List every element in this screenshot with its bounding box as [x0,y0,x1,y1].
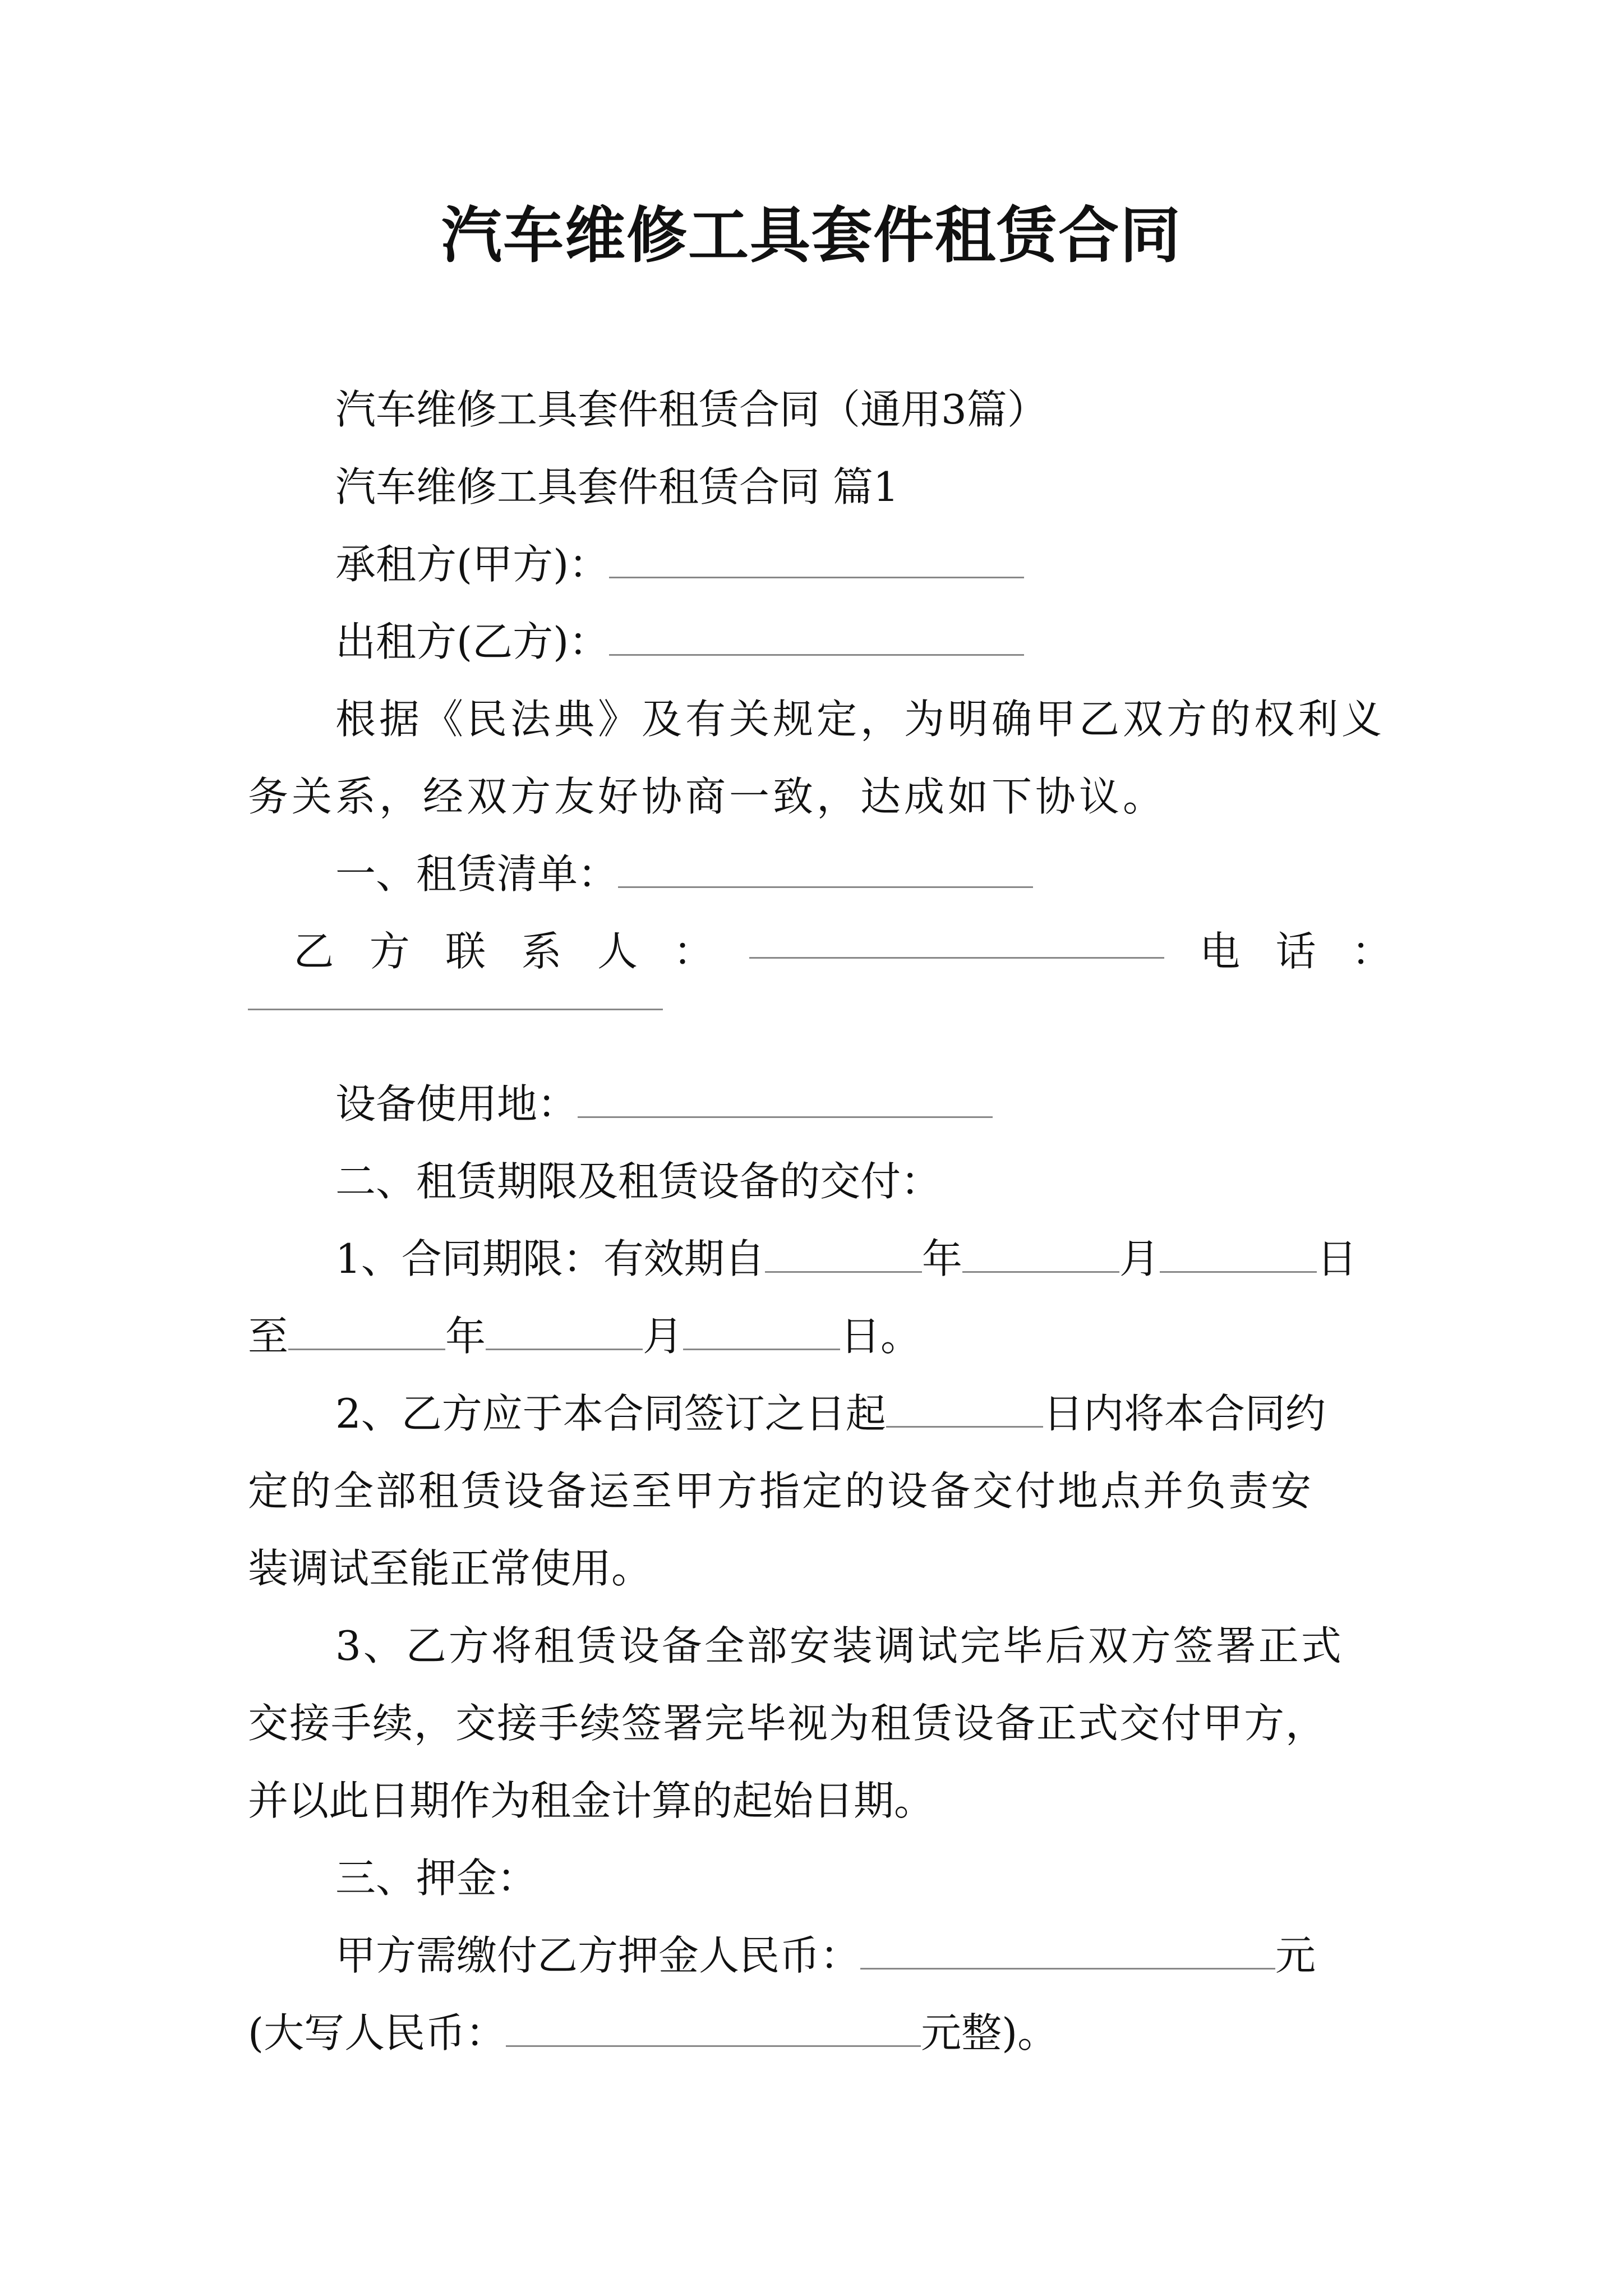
item2-text-b: 日内将本合同约 [1043,1390,1326,1437]
item2-line-1 [335,1386,1326,1442]
deposit-label: 甲方需缴付乙方押金人民币： [335,1932,861,1979]
phone-blank [248,1003,663,1010]
end-day-blank [683,1315,840,1350]
deposit-caps-row [248,2005,1058,2061]
item3-line-3: 并以此日期作为租金计算的起始日期。 [248,1777,935,1824]
deposit-amount-blank [860,1934,1275,1970]
month-label: 月 [1119,1235,1160,1282]
item2-line-3: 装调试至能正常使用。 [248,1545,652,1592]
clause3-heading: 三、押金： [335,1855,538,1902]
day-label: 日 [1316,1235,1357,1282]
caps-suffix: 元整)。 [921,2009,1058,2056]
item2-line-2: 定的全部租赁设备运至甲方指定的设备交付地点并负责安 [248,1467,1314,1515]
contact-char: 乙 [293,928,334,975]
deposit-row [335,1927,1316,1984]
clause2-heading: 二、租赁期限及租赁设备的交付： [335,1158,942,1205]
usage-place-blank [578,1083,993,1118]
usage-place-label: 设备使用地： [335,1080,578,1128]
term-row [335,1231,1357,1287]
month-label: 月 [643,1313,684,1360]
item2-text-a: 2、乙方应于本合同签订之日起 [335,1390,886,1437]
phone-char: ： [1351,928,1392,975]
start-day-blank [1160,1237,1317,1273]
yuan-label: 元 [1275,1932,1316,1979]
lessor-row [335,614,1024,670]
lessee-row [335,536,1024,592]
contact-char: 人 [597,928,638,975]
lessee-blank [609,543,1024,578]
preamble-line-2: 务关系，经双方友好协商一致，达成如下协议。 [248,773,1167,820]
contact-char: ： [673,928,714,975]
start-month-blank [962,1237,1119,1273]
contact-row [248,923,1392,979]
preamble-line-1: 根据《民法典》及有关规定，为明确甲乙双方的权利义 [335,696,1386,743]
caps-prefix: (大写人民币： [248,2009,506,2056]
contact-char: 联 [445,928,486,975]
term-prefix: 1、合同期限：有效期自 [335,1235,765,1282]
item3-line-2: 交接手续，交接手续签署完毕视为租赁设备正式交付甲方， [248,1700,1327,1747]
start-year-blank [765,1237,922,1273]
document-subtitle: 汽车维修工具套件租赁合同（通用3篇） [335,386,1048,433]
year-label: 年 [921,1235,962,1282]
document-title: 汽车维修工具套件租赁合同 [441,200,1182,271]
day-end-label: 日。 [840,1313,921,1360]
end-month-blank [486,1315,643,1350]
contact-char: 方 [369,928,410,975]
usage-place-row [335,1076,993,1132]
item3-line-1: 3、乙方将租赁设备全部安装调试完毕后双方签署正式 [335,1622,1344,1669]
clause1-row [335,846,1033,902]
to-label: 至 [248,1313,289,1360]
lessor-label: 出租方(乙方)： [335,618,610,665]
section-heading: 汽车维修工具套件租赁合同 篇1 [335,463,899,510]
lessee-label: 承租方(甲方)： [335,541,610,588]
contact-char: 系 [521,928,562,975]
rental-list-blank [618,853,1033,888]
contact-blank [749,923,1164,959]
phone-char: 电 [1200,928,1241,975]
clause1-label: 一、租赁清单： [335,850,619,898]
delivery-days-blank [886,1392,1043,1428]
phone-char: 话 [1275,928,1316,975]
term-end-row [248,1308,921,1364]
deposit-caps-blank [506,2012,921,2047]
year-label: 年 [445,1313,486,1360]
end-year-blank [288,1315,445,1350]
lessor-blank [609,620,1024,656]
